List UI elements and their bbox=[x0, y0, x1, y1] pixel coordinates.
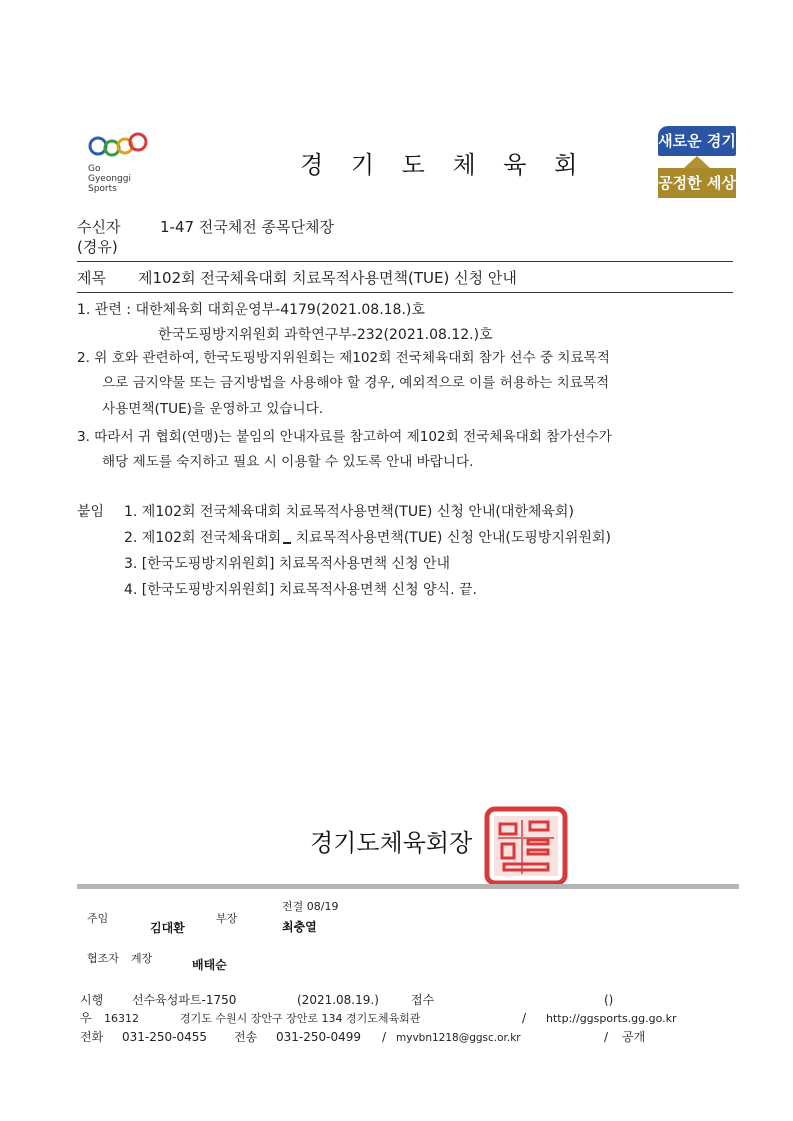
official-seal-icon bbox=[484, 806, 568, 886]
disclosure-status: 공개 bbox=[622, 1030, 646, 1044]
go-gyeonggi-sports-logo bbox=[86, 128, 156, 198]
bujang-label: 부장 bbox=[216, 912, 238, 925]
recipient-value: 1-47 전국체전 종목단체장 bbox=[160, 218, 334, 236]
postcode: 16312 bbox=[104, 1012, 139, 1025]
gyejang-label: 계장 bbox=[131, 952, 153, 965]
divider bbox=[77, 292, 733, 293]
body-p2-line1: 2. 위 호와 관련하여, 한국도핑방지위원회는 제102회 전국체육대회 참가 선수 중 치료목적 bbox=[77, 350, 610, 366]
slogan-arrow-icon bbox=[684, 156, 710, 168]
fax-label: 전송 bbox=[234, 1030, 258, 1044]
body-p3-line2: 해당 제도를 숙지하고 필요 시 이용할 수 있도록 안내 바랍니다. bbox=[102, 454, 474, 470]
jeongyeol-stamp: 전결 08/19 bbox=[282, 900, 339, 913]
hyeopjo-label: 협조자 bbox=[87, 952, 119, 965]
separator-1: / bbox=[522, 1011, 527, 1025]
attachment-2-part-b: 치료목적사용면책(TUE) 신청 안내(도핑방지위원회) bbox=[291, 530, 611, 546]
organization-title: 경 기 도 체 육 회 bbox=[300, 151, 588, 179]
email-link[interactable]: myvbn1218@ggsc.or.kr bbox=[396, 1032, 521, 1044]
slogan-badge bbox=[658, 126, 736, 198]
juim-name: 김대환 bbox=[150, 921, 185, 935]
body-p2-line3: 사용면책(TUE)을 운영하고 있습니다. bbox=[102, 401, 324, 417]
attachment-1[interactable]: 1. 제102회 전국체육대회 치료목적사용면책(TUE) 신청 안내(대한체육회) bbox=[124, 504, 574, 520]
subject-value: 제102회 전국체육대회 치료목적사용면책(TUE) 신청 안내 bbox=[138, 269, 517, 287]
logo-line-3: Sports bbox=[88, 184, 117, 194]
recipient-label: 수신자 bbox=[77, 218, 121, 236]
attachment-3[interactable]: 3. [한국도핑방지위원회] 치료목적사용면책 신청 안내 bbox=[124, 556, 451, 572]
logo-line-1: Go bbox=[88, 164, 101, 174]
phone-number: 031-250-0455 bbox=[122, 1030, 208, 1044]
body-p1-line1: 1. 관련 : 대한체육회 대회운영부-4179(2021.08.18.)호 bbox=[77, 302, 425, 318]
olympic-rings-icon bbox=[88, 128, 154, 164]
attachment-4[interactable]: 4. [한국도핑방지위원회] 치료목적사용면책 신청 양식. 끝. bbox=[124, 582, 477, 598]
subject-label: 제목 bbox=[77, 269, 106, 287]
attachment-2-part-a: 2. 제102회 전국체육대회 bbox=[124, 530, 282, 546]
jeopsu-label: 접수 bbox=[411, 993, 435, 1007]
signer-title: 경기도체육회장 bbox=[310, 829, 473, 857]
logo-line-2: Gyeonggi bbox=[88, 174, 131, 184]
sihaeng-value: 선수육성파트-1750 bbox=[132, 993, 237, 1007]
postcode-label: 우 bbox=[80, 1011, 92, 1025]
sihaeng-label: 시행 bbox=[80, 993, 104, 1007]
phone-label: 전화 bbox=[80, 1030, 104, 1044]
bujang-name: 최충열 bbox=[282, 920, 317, 934]
separator-3: / bbox=[604, 1030, 609, 1044]
separator-2: / bbox=[382, 1030, 387, 1044]
address: 경기도 수원시 장안구 장안로 134 경기도체육회관 bbox=[180, 1012, 421, 1025]
body-p2-line2: 으로 금지약물 또는 금지방법을 사용해야 할 경우, 예외적으로 이를 허용하는 치료목적 bbox=[102, 375, 610, 391]
fax-number: 031-250-0499 bbox=[276, 1030, 362, 1044]
slogan-top: 새로운 경기 bbox=[658, 126, 736, 156]
juim-label: 주임 bbox=[87, 912, 109, 925]
attachment-2[interactable] bbox=[124, 528, 611, 548]
signature-divider bbox=[77, 884, 739, 889]
sihaeng-date: (2021.08.19.) bbox=[297, 993, 379, 1007]
attachments-label: 붙임 bbox=[77, 504, 105, 520]
gyejang-name: 배태순 bbox=[192, 958, 227, 972]
via-label: (경유) bbox=[77, 238, 118, 256]
website-link[interactable]: http://ggsports.gg.go.kr bbox=[546, 1012, 677, 1025]
divider bbox=[77, 261, 733, 262]
body-p1-line2: 한국도핑방지위원회 과학연구부-232(2021.08.12.)호 bbox=[158, 327, 493, 343]
text-cursor bbox=[283, 542, 291, 544]
body-p3-line1: 3. 따라서 귀 협회(연맹)는 붙임의 안내자료를 참고하여 제102회 전국체육대회 참가선수가 bbox=[77, 429, 612, 445]
jeopsu-value: () bbox=[604, 993, 614, 1007]
slogan-bottom: 공정한 세상 bbox=[658, 168, 736, 198]
